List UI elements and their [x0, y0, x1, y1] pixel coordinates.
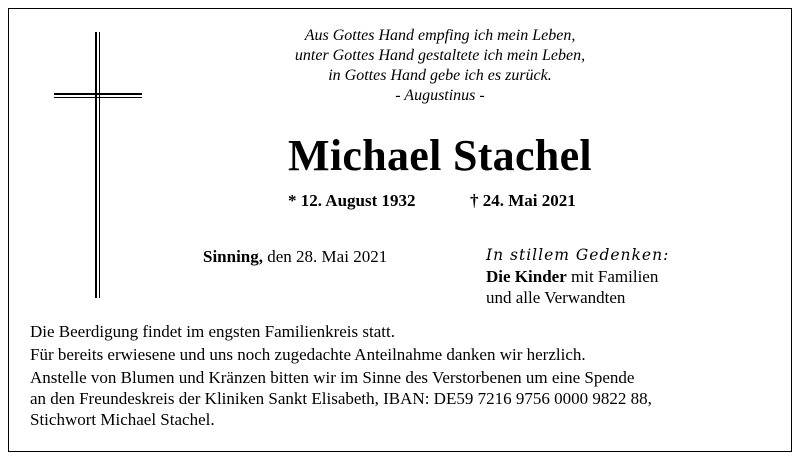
- deceased-name: Michael Stachel: [288, 131, 592, 180]
- remembrance-heading: In stillem Gedenken:: [486, 246, 670, 264]
- verse-line: in Gottes Hand gebe ich es zurück.: [328, 67, 552, 84]
- mourners-children: [486, 266, 669, 287]
- notice-body: [30, 321, 780, 430]
- mourners-block: [486, 245, 669, 308]
- place-name: Sinning,: [203, 247, 264, 266]
- cross-horizontal-bar-thin: [54, 97, 142, 98]
- notice-date: den 28. Mai 2021: [263, 247, 388, 266]
- verse-line: unter Gottes Hand gestaltete ich mein Leben,: [294, 47, 586, 64]
- donation-line: an den Freundeskreis der Kliniken Sankt Elisabeth, IBAN: DE59 7216 9756 0000 9822 88,: [30, 389, 652, 408]
- mourners-relatives: und alle Verwandten: [486, 288, 626, 307]
- donation-line: Anstelle von Blumen und Kränzen bitten wir im Sinne des Verstorbenen um eine Spende: [30, 368, 635, 387]
- verse-block: [240, 26, 640, 106]
- donation-line: Stichwort Michael Stachel.: [30, 410, 215, 429]
- birth-date: * 12. August 1932: [288, 191, 416, 210]
- cross-horizontal-bar: [54, 93, 142, 95]
- funeral-notice: Die Beerdigung findet im engsten Familienkreis statt.: [30, 322, 395, 341]
- cross-vertical-bar: [95, 32, 97, 298]
- death-date: † 24. Mai 2021: [470, 191, 576, 210]
- verse-line: Aus Gottes Hand empfing ich mein Leben,: [304, 27, 576, 44]
- cross-vertical-bar-thin: [99, 32, 100, 298]
- children-suffix: mit Familien: [566, 267, 659, 286]
- verse-attribution: - Augustinus -: [395, 87, 485, 104]
- thanks-notice: Für bereits erwiesene und uns noch zugedachte Anteilnahme danken wir herzlich.: [30, 345, 586, 364]
- place-date: [203, 247, 387, 267]
- donation-notice: [30, 367, 780, 430]
- children-label: Die Kinder: [486, 267, 567, 286]
